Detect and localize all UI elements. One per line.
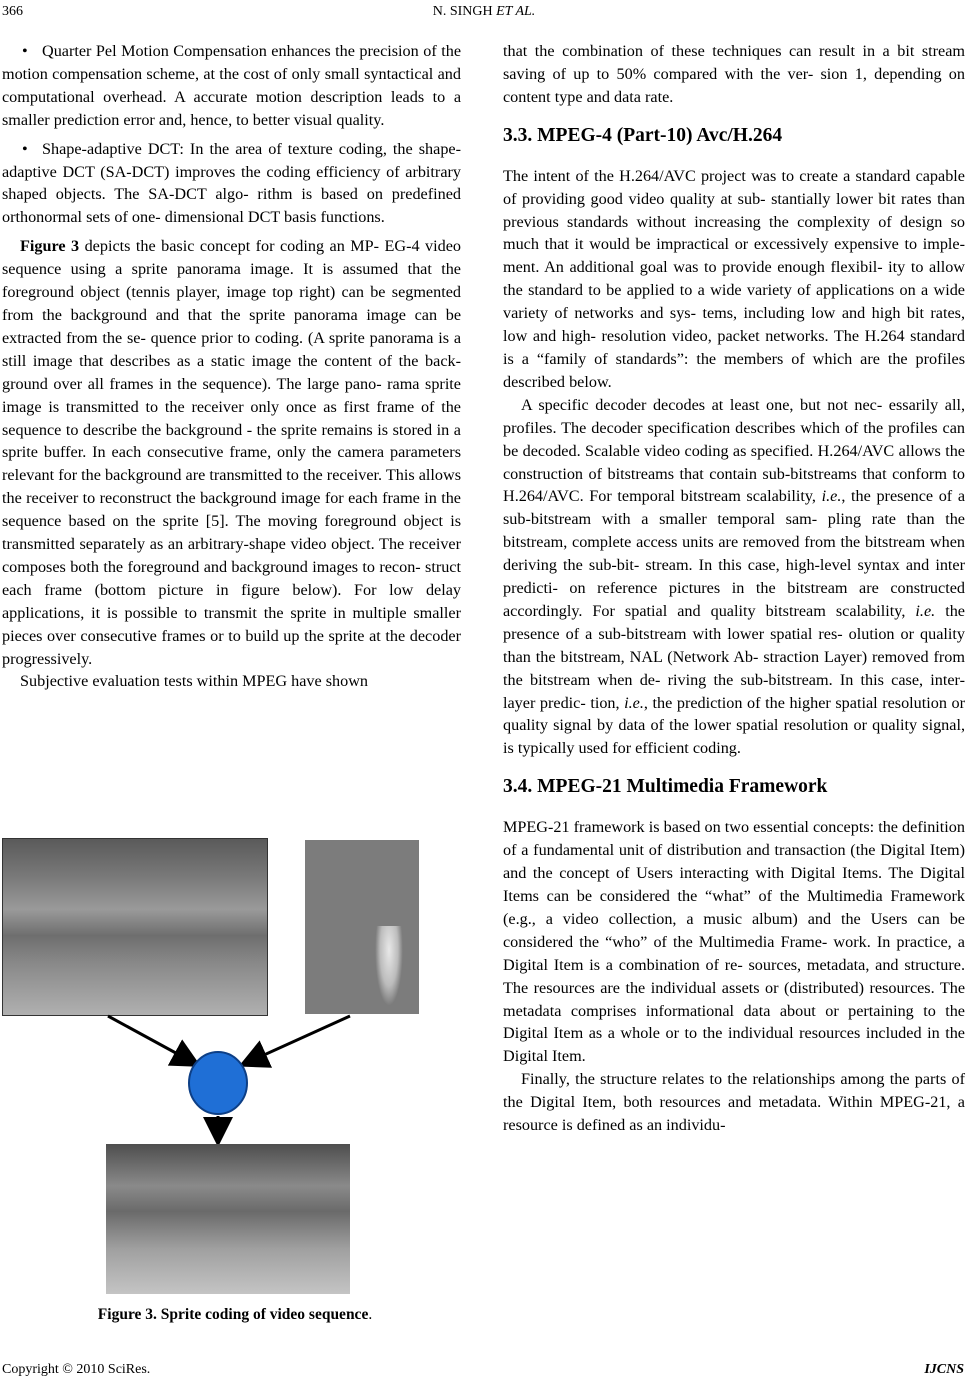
page-number: 366: [2, 4, 23, 19]
section-heading-3-3: 3.3. MPEG-4 (Part-10) Avc/H.264: [503, 124, 783, 146]
paragraph-h264-intent: The intent of the H.264/AVC project was to create a standard capable of providing good video quality at sub- stantially lower bit rates than previous standards without increasing the complexity of design so much that it would be impractical or excessively expensive to imple- ment. An additional goal was to provide enough flexibil- ity to allow the standard to be applied to a wide variety of applications on a wide variety of networks and sys- tems, including low and high bit rates, low and high- resolution video, packet networks. The H.264 standard is a “family of standards”: the members of which are the profiles described below.: [503, 166, 965, 391]
paragraph-mpeg21-concepts: MPEG-21 framework is based on two essential concepts: the definition of a fundamental unit of distribution and transaction (the Digital Item) and the concept of Users interacting with Digital Items. The Digital Items can be considered the “what” of the Multimedia Framework (e.g., a video collection, a music album) and the Users can be considered the “who” of the Multimedia Frame- work. In practice, a Digital Item is a combination of re- sources, metadata, and structure. The resources are the individual assets or (distributed) resources. The metadata comprises informational data about or pertaining to the Digital Item as a whole or to the individual resources included in the Digital Item.: [503, 818, 965, 1066]
footer-journal: IJCNS: [924, 1362, 964, 1377]
paragraph-decoder-profiles: A specific decoder decodes at least one, but not nec- essarily all, profiles. The decoder specification describes which of the profiles can be decoded. Scalable video coding as specified. H.264/AVC allows the construction of bitstreams that contain sub-bitstreams that conform to H.264/AVC. For temporal bitstream scalability, i.e., the presence of a sub-bitstream with a smaller temporal sam- pling rate than the bitstream, complete access units are removed from the bitstream when deriving the sub-bit- stream. In this case, high-level syntax and inter predicti- on reference pictures in the bitstream are constructed accordingly. For spatial and quality bitstream scalability, i.e. the presence of a sub-bitstream with lower spatial res- olution or quality than the bitstream, NAL (Network Ab- straction Layer) removed from the bitstream when de- riving the sub-bitstream. In this case, inter-layer predic- tion, i.e., the prediction of the higher spatial resolution or quality signal by data of the lower spatial resolution or quality signal, is typically used for efficient coding.: [503, 395, 966, 758]
figure-arrows: [0, 826, 470, 1156]
arrow-from-foreground: [244, 1016, 350, 1064]
running-header: [0, 4, 968, 20]
figure-reference: Figure 3: [20, 237, 80, 256]
reconstructed-frame-image: [106, 1144, 350, 1294]
arrow-from-background: [108, 1016, 196, 1064]
bullet-dot: •: [22, 139, 28, 158]
left-column: [2, 40, 461, 693]
footer-copyright: Copyright © 2010 SciRes.: [2, 1362, 151, 1377]
figure-3: [0, 826, 470, 1336]
bullet-quarter-pel: • Quarter Pel Motion Compensation enhances the precision of the motion compensation scheme, at the cost of only small syntactical and computational overhead. A accurate motion description leads to a smaller prediction error and, hence, to better visual quality.: [2, 42, 461, 129]
bullet-dot: •: [22, 42, 28, 60]
paragraph-bitstream-saving: that the combination of these techniques can result in a bit stream saving of up to 50% compared with the ver- sion 1, depending on content type and data rate.: [503, 42, 965, 106]
section-heading-3-4: 3.4. MPEG-21 Multimedia Framework: [503, 776, 828, 798]
right-column: [503, 40, 965, 1137]
running-header-authors: N. SINGH: [432, 4, 493, 19]
figure-caption: Figure 3. Sprite coding of video sequence.: [97, 1306, 373, 1323]
running-header-etal: ET AL.: [496, 4, 536, 19]
bullet-sa-dct: • Shape-adaptive DCT: In the area of texture coding, the shape-adaptive DCT (SA-DCT) improves the coding efficiency of arbitrary shaped objects. The SA-DCT algo- rithm is based on predefined orthonormal sets of one- dimensional DCT basis functions.: [2, 139, 461, 227]
paragraph-structure: Finally, the structure relates to the relationships among the parts of the Digital Item, both resources and metadata. Within MPEG-21, a resource is defined as an individu-: [503, 1070, 965, 1135]
paragraph-figure3-description: Figure 3 depicts the basic concept for coding an MP- EG-4 video sequence using a sprite panorama image. It is assumed that the foreground object (tennis player, image top right) can be segmented from the background and that the sprite panorama image can be extracted from the se- quence prior to coding. (A sprite panorama is a still image that describes as a static image the content of the back- ground over all frames in the sequence). The large pano- rama sprite image is transmitted to the receiver only once as first frame of the sequence to describe the background - the sprite remains is stored in a sprite buffer. In each consecutive frame, only the camera parameters relevant for the background are transmitted to the receiver. This allows the receiver to reconstruct the background image for each frame in the sequence based on the sprite [5]. The moving foreground object is transmitted separately as an arbitrary-shape video object. The receiver composes both the foreground and background images to recon- struct each frame (bottom picture in figure below). For low delay applications, it is possible to transmit the sprite in multiple smaller pieces over consecutive frames or to build up the sprite at the decoder progressively.: [2, 237, 461, 668]
paragraph-subjective-tests: Subjective evaluation tests within MPEG have shown: [20, 672, 368, 691]
compositor-node: [189, 1052, 247, 1114]
